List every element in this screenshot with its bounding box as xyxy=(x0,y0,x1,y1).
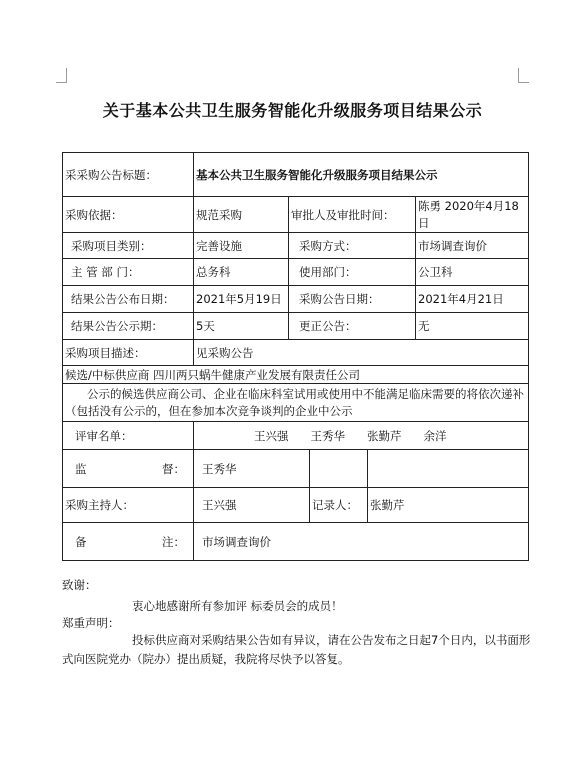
host-value: 王兴强 xyxy=(194,488,310,523)
approver-value: 陈勇 2020年4月18日 xyxy=(416,197,529,233)
correction-value: 无 xyxy=(416,313,529,340)
purchase-date-label: 采购公告日期： xyxy=(289,286,416,313)
supervisor-value: 王秀华 xyxy=(194,450,310,488)
page-corner-mark-right xyxy=(518,68,529,83)
method-value: 市场调查询价 xyxy=(416,233,529,259)
supplier-text: 候选/中标供应商 四川两只蜗牛健康产业发展有限责任公司 xyxy=(63,366,529,384)
method-label: 采购方式： xyxy=(289,233,416,259)
title-label: 采采购公告标题： xyxy=(63,153,194,197)
result-date-label: 结果公告公布日期： xyxy=(63,286,194,313)
dept-value: 总务科 xyxy=(194,259,289,286)
row-category xyxy=(63,233,529,259)
recorder-label: 记录人： xyxy=(310,488,368,523)
notice-label: 郑重声明： xyxy=(62,616,120,630)
document-title: 关于基本公共卫生服务智能化升级服务项目结果公示 xyxy=(102,101,483,120)
use-dept-value: 公卫科 xyxy=(416,259,529,286)
publicity-text: 公示的候选供应商公司、企业在临床科室试用或使用中不能满足临床需要的将依次递补（包括没有公示的，但在参加本次竞争谈判的企业中公示 xyxy=(63,384,529,422)
row-dates xyxy=(63,286,529,313)
title-value: 基本公共卫生服务智能化升级服务项目结果公示 xyxy=(194,153,529,197)
supervisor-blank xyxy=(310,450,368,488)
desc-label: 采购项目描述： xyxy=(63,340,194,366)
notice-text: 投标供应商对采购结果公告如有异议，请在公告发布之日起7个日内，以书面形式向医院党办（院办）提出质疑，我院将尽快予以答复。 xyxy=(62,633,531,666)
row-description xyxy=(63,340,529,366)
dept-label: 主 管 部 门： xyxy=(63,259,194,286)
reviewer-name: 王秀华 xyxy=(310,428,345,443)
row-supplier xyxy=(63,366,529,384)
use-dept-label: 使用部门： xyxy=(289,259,416,286)
desc-value: 见采购公告 xyxy=(194,340,529,366)
thanks-text: 衷心地感谢所有参加评 标委员会的成员！ xyxy=(132,599,343,613)
row-dept xyxy=(63,259,529,286)
reviewers-list xyxy=(194,422,529,450)
period-label: 结果公告公示期： xyxy=(63,313,194,340)
reviewers-label: 评审名单： xyxy=(63,422,194,450)
row-title xyxy=(63,153,529,197)
reviewer-name: 张勤芹 xyxy=(367,428,402,443)
row-supervisor xyxy=(63,450,529,488)
period-value: 5天 xyxy=(194,313,289,340)
correction-label: 更正公告： xyxy=(289,313,416,340)
remark-label: 备 注： xyxy=(63,523,194,561)
purchase-date-value: 2021年4月21日 xyxy=(416,286,529,313)
thanks-label: 致谢： xyxy=(62,578,97,592)
reviewer-name: 王兴强 xyxy=(254,428,289,443)
row-basis xyxy=(63,197,529,233)
reviewer-name: 余洋 xyxy=(423,428,447,443)
basis-label: 采购依据： xyxy=(63,197,194,233)
row-reviewers xyxy=(63,422,529,450)
basis-value: 规范采购 xyxy=(194,197,289,233)
category-value: 完善设施 xyxy=(194,233,289,259)
approver-label: 审批人及审批时间： xyxy=(289,197,416,233)
supervisor-label: 监 督： xyxy=(63,450,194,488)
result-date-value: 2021年5月19日 xyxy=(194,286,289,313)
category-label: 采购项目类别： xyxy=(63,233,194,259)
row-period xyxy=(63,313,529,340)
remark-value: 市场调查询价 xyxy=(194,523,529,561)
page-corner-mark-left xyxy=(56,68,67,83)
row-publicity xyxy=(63,384,529,422)
supervisor-blank-2 xyxy=(368,450,529,488)
row-host xyxy=(63,488,529,523)
recorder-value: 张勤芹 xyxy=(368,488,529,523)
procurement-table xyxy=(62,152,529,561)
row-remark xyxy=(63,523,529,561)
host-label: 采购主持人： xyxy=(63,488,194,523)
